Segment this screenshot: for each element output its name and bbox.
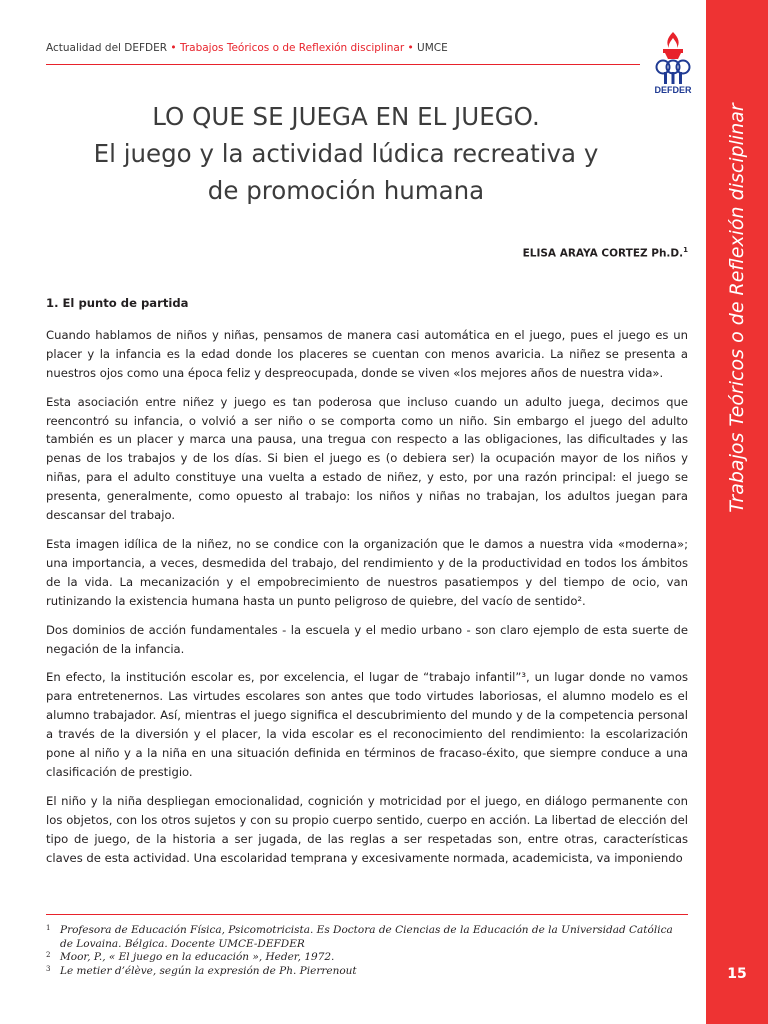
- author-name: ELISA ARAYA CORTEZ Ph.D.: [522, 247, 684, 260]
- page-number: 15: [727, 966, 747, 982]
- footnote: [46, 965, 688, 979]
- header-section: Trabajos Teóricos o de Reflexión disciplinar: [179, 42, 405, 54]
- footnote-mark: 2: [46, 951, 51, 959]
- paragraph: Dos dominios de acción fundamentales - la escuela y el medio urbano - son claro ejemplo de esta suerte de negación de la infancia.: [46, 622, 688, 656]
- footnote: [46, 951, 688, 965]
- defder-logo: [648, 30, 698, 100]
- side-title: [706, 0, 768, 640]
- paragraph: El niño y la niña despliegan emocionalidad, cognición y motricidad por el juego, en diálogo permanente con los objetos, con los otros sujetos y con su propio cuerpo sentido, cuerpo en acción. La libertad de elección del tipo de juego, de la historia a ser jugada, de las reglas a ser respetadas son, entre otras, características claves de esta actividad. Una escolaridad temprana y excesivamente normada, academicista, va imponiendo: [46, 793, 688, 865]
- header-institution: UMCE: [417, 42, 448, 54]
- author: [46, 246, 688, 260]
- paragraph: Esta imagen idílica de la niñez, no se condice con la organización que le damos a nuestra vida «moderna»; una importancia, a veces, desmedida del trabajo, del rendimiento y de la productividad en todos los ámbitos de la vida. La mecanización y el empobrecimiento de nuestros pasatiempos y del tiempo de ocio, van rutinizando la existencia humana hasta un punto peligroso de quiebre, del vacío de sentido².: [46, 536, 688, 608]
- running-header: [46, 42, 646, 54]
- header-separator: •: [167, 42, 180, 54]
- paragraph: Esta asociación entre niñez y juego es tan poderosa que incluso cuando un adulto juega, decimos que reencontró su infancia, o volvió a ser niño o se comporta como un niño. Sin embargo el juego del adulto también es un placer y marca una pausa, una tregua con respecto a las obligaciones, las dificultades y las penas de los trabajos y de los días. Si bien el juego es (o debiera ser) la ocupación mayor de los niños y niñas, para el adulto constituye una vuelta a estado de niñez, y esto, por una razón principal: el juego se presenta, generalmente, como opuesto al trabajo: los niños y niñas no trabajan, los adultos juegan para descansar del trabajo.: [46, 394, 688, 523]
- header-separator: •: [404, 42, 418, 54]
- header-journal: Actualidad del DEFDER: [46, 42, 168, 54]
- author-footnote-mark: 1: [683, 246, 688, 254]
- footnote-text: Moor, P., « El juego en la educación », Heder, 1972.: [60, 951, 335, 963]
- footnote-text: Profesora de Educación Física, Psicomotricista. Es Doctora de Ciencias de la Educación de la Universidad Católica de Lovaina. Bélgica. Docente UMCE-DEFDER: [60, 924, 673, 950]
- paragraph: Cuando hablamos de niños y niñas, pensamos de manera casi automática en el juego, pues el juego es un placer y la infancia es la edad donde los placeres se cuentan con menos avaricia. La niñez se presenta a nuestros ojos como una época feliz y despreocupada, donde se viven «los mejores años de nuestra vida».: [46, 327, 688, 380]
- footnote-text: Le metier d’élève, según la expresión de Ph. Pierrenout: [60, 964, 357, 977]
- title-line-2: El juego y la actividad lúdica recreativa y: [93, 139, 599, 168]
- article-body: [46, 294, 688, 877]
- footnote-rule: [46, 914, 688, 915]
- side-title-text: Trabajos Teóricos o de Reflexión disciplinar: [726, 103, 748, 513]
- section-heading: 1. El punto de partida: [46, 296, 189, 310]
- footnote-mark: 3: [46, 964, 51, 973]
- title-line-3: de promoción humana: [207, 176, 485, 205]
- article-title: [46, 98, 646, 209]
- paragraph: En efecto, la institución escolar es, por excelencia, el lugar de “trabajo infantil”³, un lugar donde no vamos para entretenernos. Las virtudes escolares son antes que todo virtudes laboriosas, el alumno modelo es el alumno trabajador. Así, mientras el juego significa el descubrimiento del mundo y de la competencia personal a través de la diversión y el placer, la vida escolar es el reconocimiento del rendimiento: la escolarización pone al niño y a la niña en una situación definida en términos de fracaso-éxito, que siempre conduce a una clasificación de prestigio.: [46, 670, 688, 779]
- defder-emblem-icon: [648, 30, 698, 86]
- footnote-mark: 1: [46, 924, 51, 932]
- footnotes: [46, 924, 688, 978]
- logo-text: DEFDER: [654, 85, 692, 95]
- footnote: [46, 924, 688, 951]
- header-rule: [46, 64, 640, 65]
- title-line-1: LO QUE SE JUEGA EN EL JUEGO.: [152, 102, 540, 131]
